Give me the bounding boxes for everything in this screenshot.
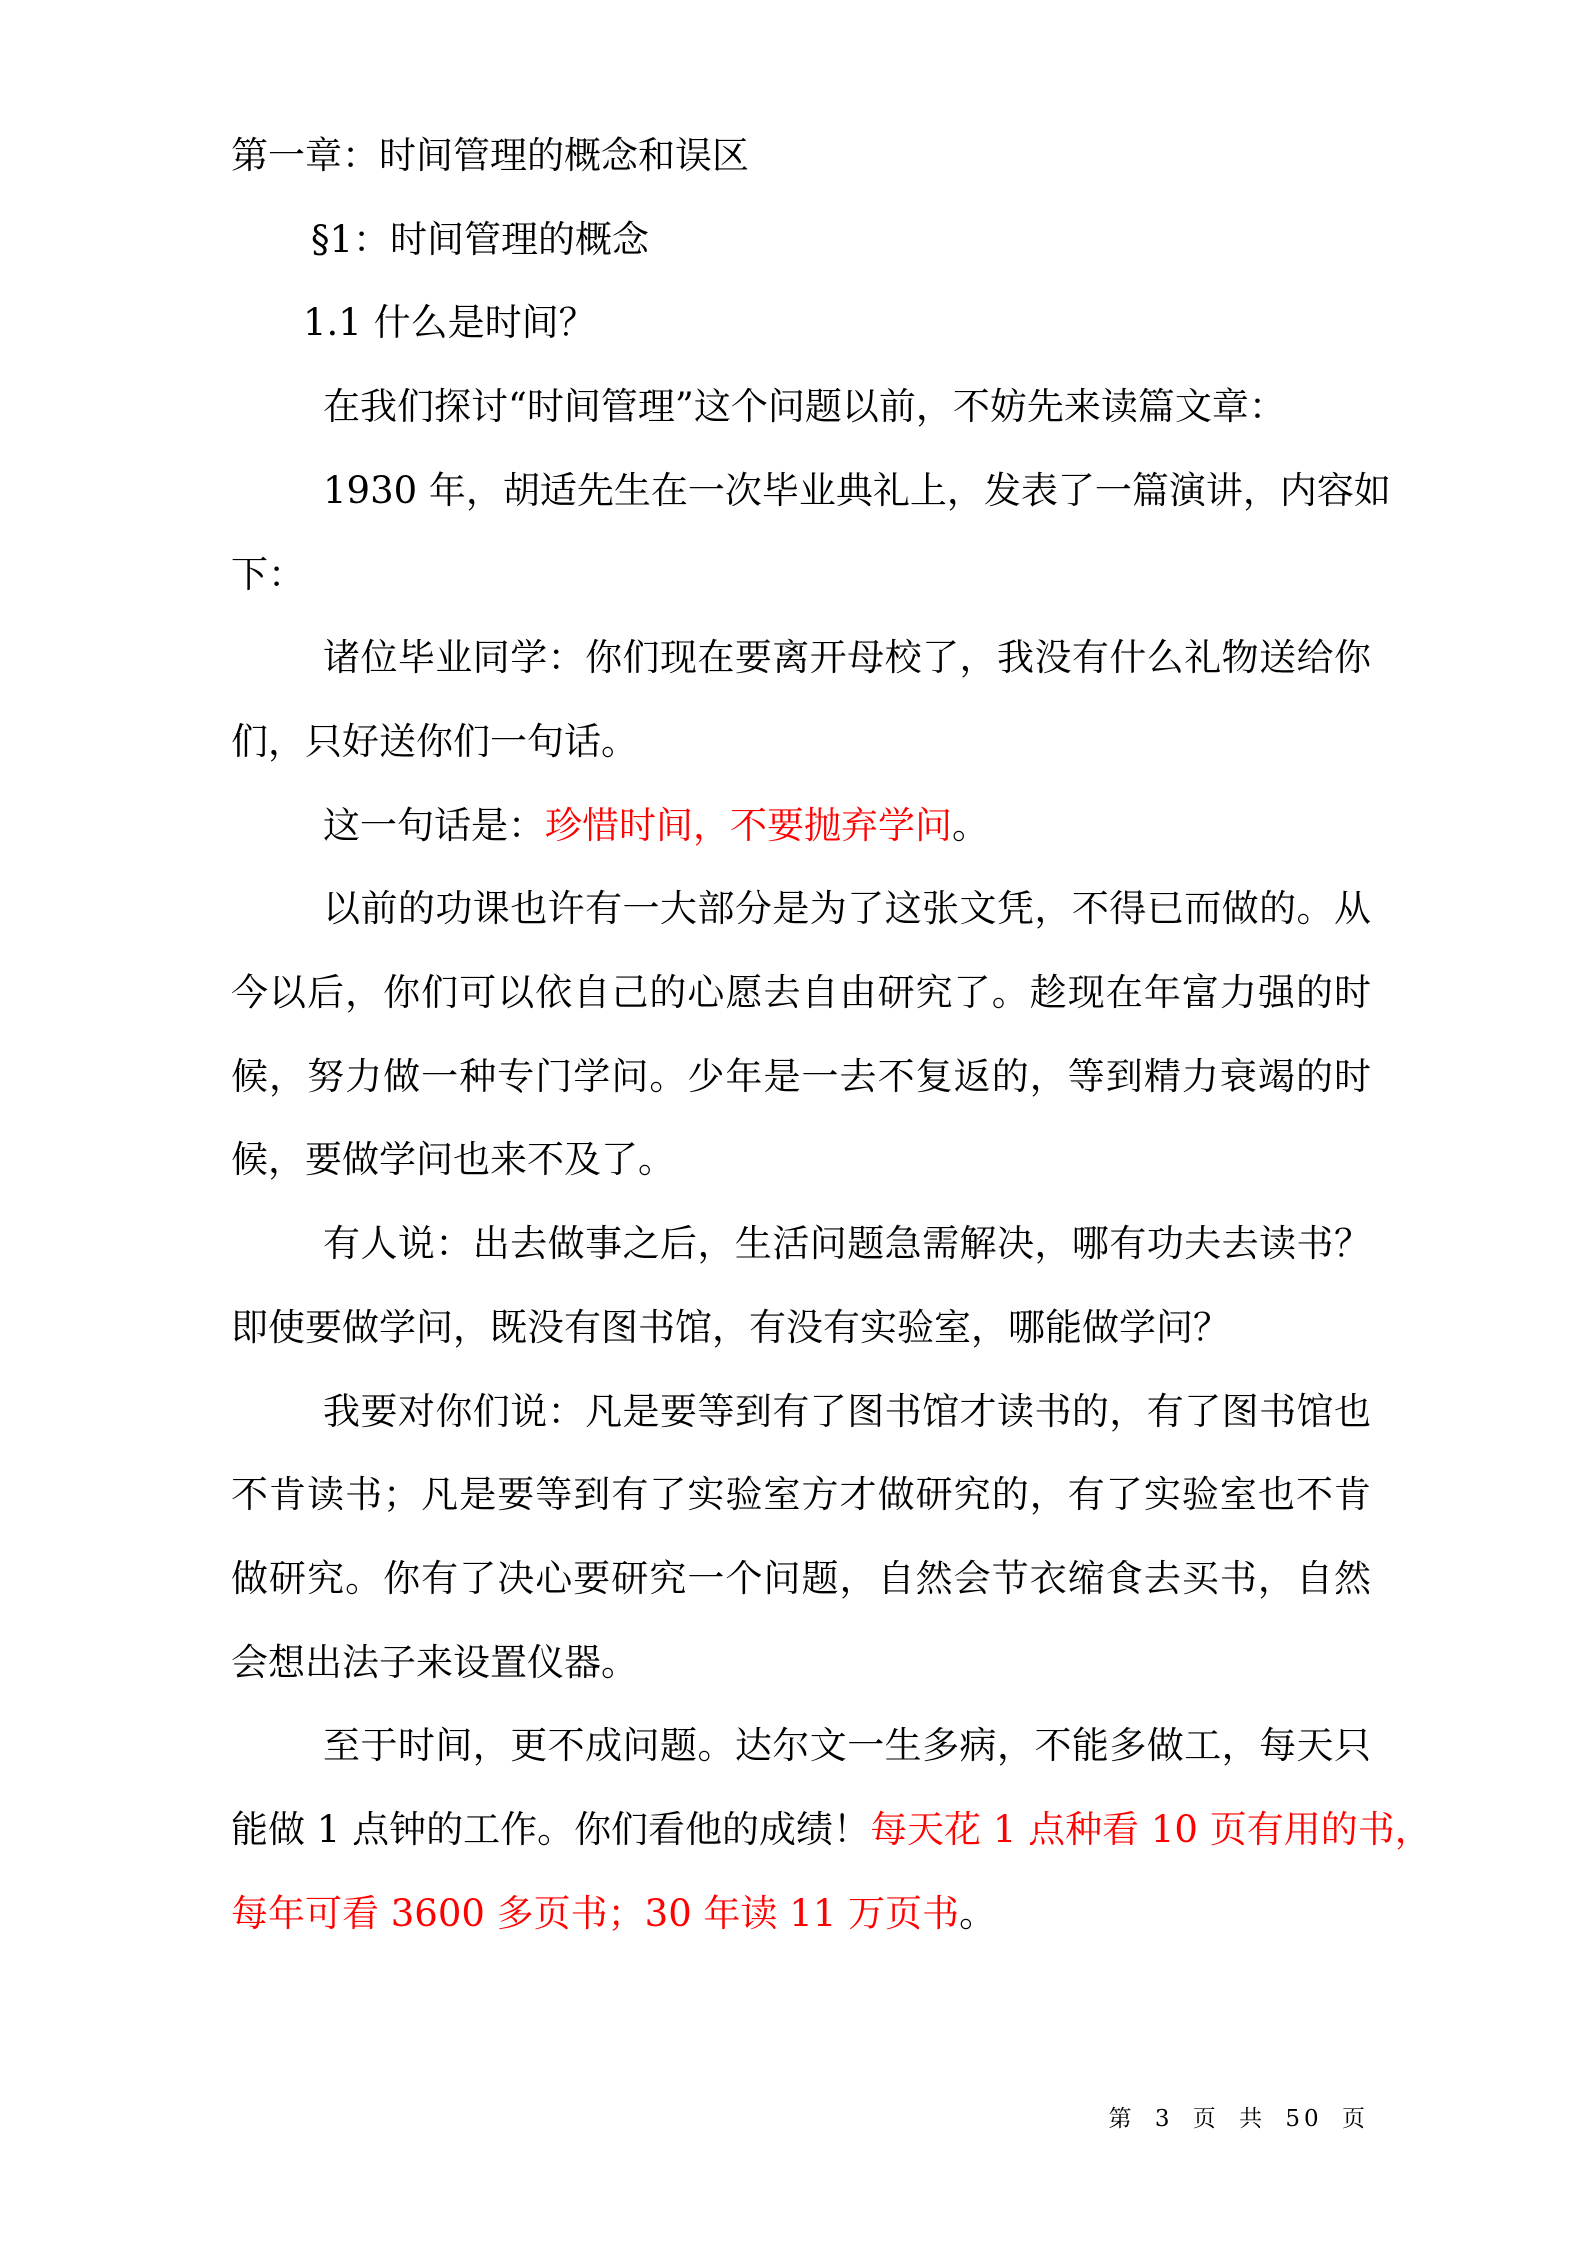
text-line [231,218,1371,262]
text-line [231,385,1371,429]
text-line [231,1724,1371,1768]
text-line [231,134,1371,178]
text-line [231,1892,1371,1936]
text-line [231,301,1371,345]
body-text: 。 [959,1891,997,1935]
body-text: 今以后，你们可以依自己的心愿去自由研究了。趁现在年富力强的时 [231,971,1371,1014]
text-line [231,636,1371,680]
body-text: 们，只好送你们一句话。 [231,719,638,763]
body-text: 。 [952,803,989,847]
text-line [231,553,1371,597]
body-text: 有人说：出去做事之后，生活问题急需解决，哪有功夫去读书？ [323,1222,1371,1266]
text-line [231,468,1391,513]
text-line [231,971,1371,1015]
body-text: 诸位毕业同学：你们现在要离开母校了，我没有什么礼物送给你 [323,636,1371,680]
text-line [231,1641,1371,1685]
text-line [231,1557,1371,1601]
body-text: 能做 1 点钟的工作。你们看他的成绩！ [231,1808,871,1851]
body-text: 下： [231,552,305,596]
body-text: 以前的功课也许有一大部分是为了这张文凭，不得已而做的。从 [323,887,1371,931]
body-text: 不肯读书；凡是要等到有了实验室方才做研究的，有了实验室也不肯 [231,1473,1371,1517]
body-text: 至于时间，更不成问题。达尔文一生多病，不能多做工，每天只 [323,1724,1371,1768]
page-number-footer: 第 3 页 共 50 页 [1108,2106,1369,2132]
text-line [231,887,1371,931]
body-text: 我要对你们说：凡是要等到有了图书馆才读书的，有了图书馆也 [323,1389,1371,1433]
highlighted-text: 每天花 1 点种看 10 页有用的书， [870,1808,1432,1851]
text-line [231,1390,1371,1434]
body-text: 候，要做学问也来不及了。 [231,1138,675,1182]
body-text: 1930 年，胡适先生在一次毕业典礼上，发表了一篇演讲，内容如 [323,468,1391,512]
highlighted-text: 每年可看 3600 多页书；30 年读 11 万页书 [231,1891,960,1935]
text-line [231,1808,1432,1852]
body-text: 做研究。你有了决心要研究一个问题，自然会节衣缩食去买书，自然 [231,1556,1371,1600]
body-text: 第一章：时间管理的概念和误区 [231,134,749,177]
text-line [231,1222,1371,1266]
body-text: 即使要做学问，既没有图书馆，有没有实验室，哪能做学问？ [231,1305,1230,1349]
body-text: 这一句话是： [323,803,545,847]
body-text: 候，努力做一种专门学问。少年是一去不复返的，等到精力衰竭的时 [231,1054,1371,1098]
body-text: 会想出法子来设置仪器。 [231,1640,638,1684]
body-text: §1：时间管理的概念 [311,217,650,261]
text-line [231,1306,1371,1350]
text-line [231,1138,1371,1182]
body-text: 在我们探讨“时间管理”这个问题以前，不妨先来读篇文章： [323,385,1286,429]
text-line [231,804,1371,848]
text-line [231,1055,1371,1099]
body-text: 1.1 什么是时间？ [303,301,596,345]
text-line [231,1473,1371,1517]
highlighted-text: 珍惜时间，不要抛弃学问 [545,803,952,847]
text-line [231,720,1371,764]
